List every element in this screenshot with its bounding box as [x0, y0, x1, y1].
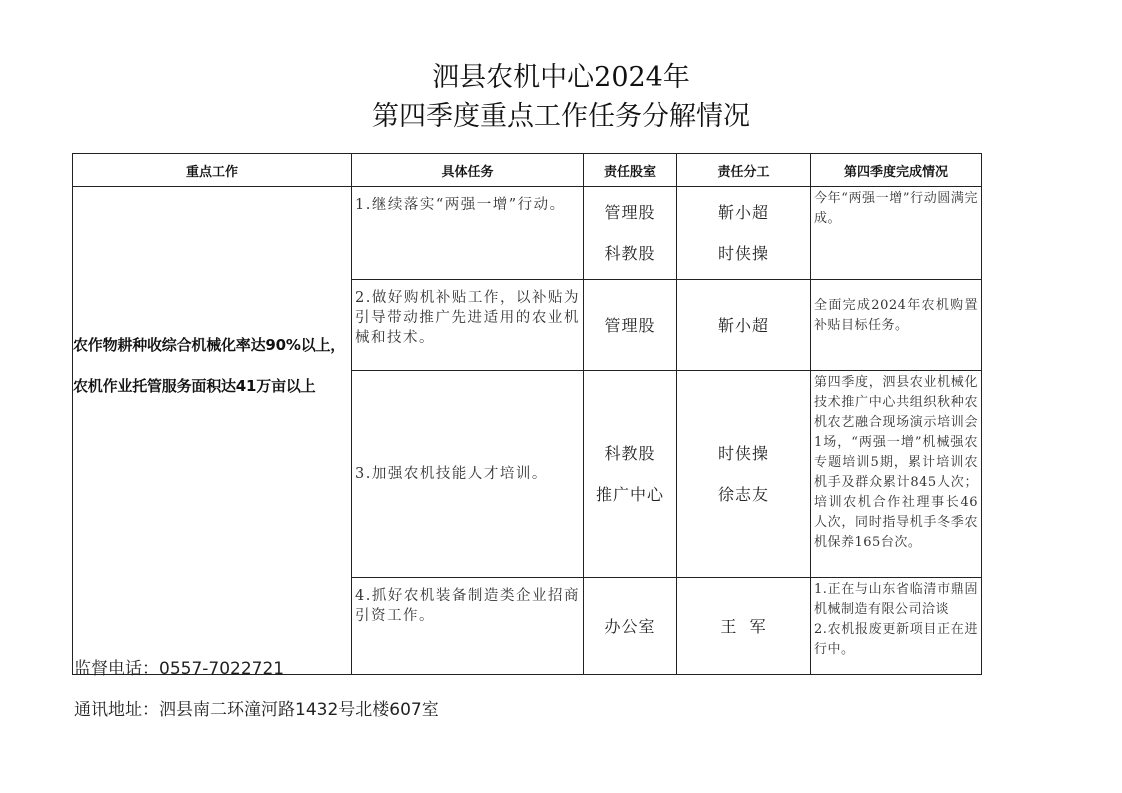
- task-cell: 4.抓好农机装备制造类企业招商引资工作。: [352, 578, 584, 675]
- status-cell: 第四季度，泗县农业机械化技术推广中心共组织秋种农机农艺融合现场演示培训会1场，“两强一增”机械强农专题培训5期，累计培训农机手及群众累计845人次；培训农机合作社理事长46人次，同时指导机手冬季农机保养165台次。: [811, 371, 982, 578]
- department-cell: [584, 371, 677, 578]
- department-name: 办公室: [604, 616, 656, 636]
- header-status: 第四季度完成情况: [811, 154, 982, 187]
- task-cell: 2.做好购机补贴工作，以补贴为引导带动推广先进适用的农业机械和技术。: [352, 280, 584, 371]
- header-department: 责任股室: [584, 154, 677, 187]
- document-title-line2: 第四季度重点工作任务分解情况: [372, 101, 750, 132]
- assignee-name: 时侠操: [717, 444, 769, 463]
- status-cell: 今年“两强一增”行动圆满完成。: [811, 187, 982, 280]
- assignee-cell: [677, 187, 811, 280]
- department-cell: [584, 187, 677, 280]
- assignee-name: 靳小超: [717, 315, 769, 335]
- department-name: 推广中心: [595, 485, 664, 504]
- department-name: 管理股: [604, 203, 656, 222]
- table-row: [73, 187, 982, 280]
- department-cell: [584, 280, 677, 371]
- status-line: 1.正在与山东省临清市鼎固机械制造有限公司洽谈: [814, 582, 978, 617]
- table-header-row: [73, 154, 982, 187]
- mailing-address: 通讯地址：泗县南二环潼河路1432号北楼607室: [74, 700, 439, 720]
- task-table: [72, 153, 982, 675]
- assignee-name: 徐志友: [717, 485, 769, 504]
- assignee-cell: [677, 280, 811, 371]
- status-cell: 全面完成2024年农机购置补贴目标任务。: [811, 280, 982, 371]
- assignee-cell: [677, 578, 811, 675]
- task-cell: 3.加强农机技能人才培训。: [352, 371, 584, 578]
- task-cell: 1.继续落实“两强一增”行动。: [352, 187, 584, 280]
- assignee-name: 时侠操: [717, 244, 769, 263]
- status-line: 2.农机报废更新项目正在进行中。: [814, 622, 978, 657]
- document-title-line1: 泗县农机中心2024年: [432, 62, 690, 93]
- header-assignee: 责任分工: [677, 154, 811, 187]
- department-name: 科教股: [604, 244, 656, 263]
- status-cell: [811, 578, 982, 675]
- department-name: 管理股: [604, 315, 656, 335]
- assignee-cell: [677, 371, 811, 578]
- supervision-phone: 监督电话：0557-7022721: [74, 659, 285, 679]
- assignee-name: 王 军: [720, 616, 767, 636]
- department-cell: [584, 578, 677, 675]
- header-task: 具体任务: [352, 154, 584, 187]
- key-work-cell: 农作物耕种收综合机械化率达90%以上，农机作业托管服务面积达41万亩以上: [73, 187, 352, 675]
- department-name: 科教股: [604, 444, 656, 463]
- header-key-work: 重点工作: [73, 154, 352, 187]
- assignee-name: 靳小超: [717, 203, 769, 222]
